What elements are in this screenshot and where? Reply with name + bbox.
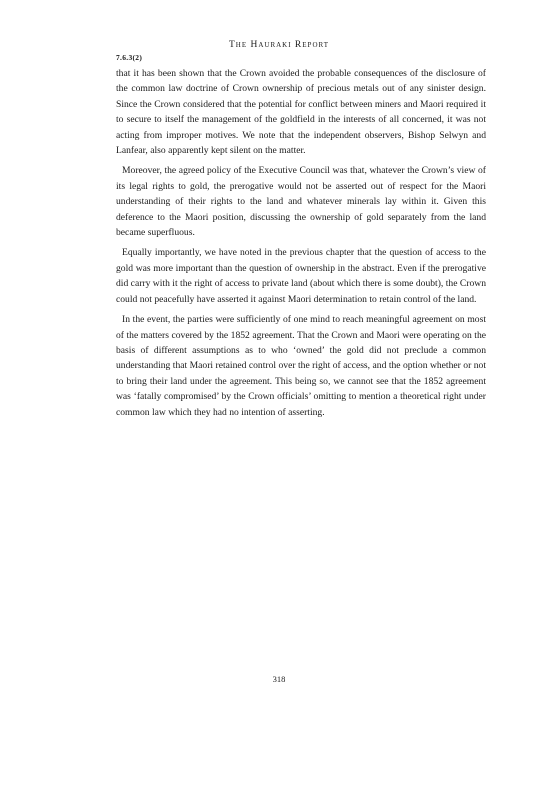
page-number: 318 [272, 674, 286, 684]
paragraph: that it has been shown that the Crown avoided the probable consequences of the disclosure of the common law doctrine of Crown ownership of precious metals out of any sinister design. Since the Crown considered that the potential for conflict between miners and Maori required it to secure to itself the management of the goldfield in the interests of all concerned, it was not acting from improper motives. We note that the independent observers, Bishop Selwyn and Lanfear, also apparently kept silent on the matter. [116, 68, 486, 157]
running-head: The Hauraki Report [228, 40, 330, 50]
body-text [116, 66, 486, 425]
paragraph: Equally importantly, we have noted in the previous chapter that the question of access to the gold was more important than the question of ownership in the abstract. Even if the prerogative did carry with it the right of access to private land (about which there is some doubt), the Crown could not peacefully have asserted it against Maori determination to retain control of the land. [116, 247, 486, 305]
paragraph: Moreover, the agreed policy of the Executive Council was that, whatever the Crown’s view of its legal rights to gold, the prerogative would not be asserted out of respect for the Maori understanding of their rights to the land and whatever minerals lay within it. Given this deference to the Maori position, discussing the ownership of gold separately from the land became superfluous. [116, 165, 486, 239]
paragraph: In the event, the parties were sufficiently of one mind to reach meaningful agreement on most of the matters covered by the 1852 agreement. That the Crown and Maori were operating on the basis of different assumptions as to who ‘owned’ the gold did not preclude a common understanding that Maori retained control over the right of access, and the option whether or not to bring their land under the agreement. This being so, we cannot see that the 1852 agreement was ‘fatally compromised’ by the Crown officials’ omitting to mention a theoretical right under common law which they had no intention of asserting. [116, 314, 486, 418]
section-number: 7.6.3(2) [116, 53, 143, 62]
